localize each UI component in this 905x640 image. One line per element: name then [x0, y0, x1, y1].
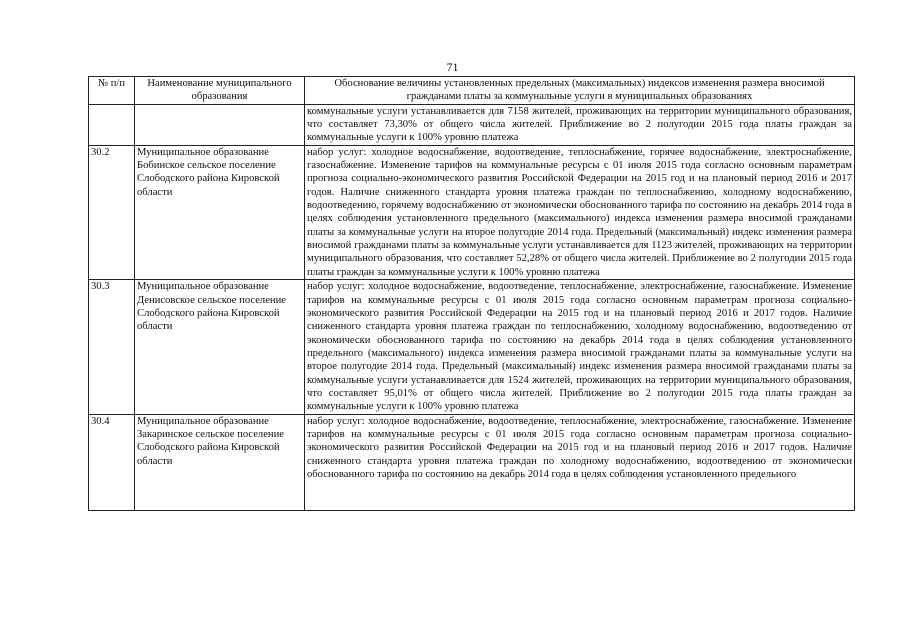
row-justification	[305, 414, 855, 510]
table-row	[89, 280, 855, 414]
header-number: № п/п	[89, 77, 135, 105]
row-number	[89, 104, 135, 145]
row-municipality	[135, 104, 305, 145]
table-row	[89, 145, 855, 279]
table-row	[89, 414, 855, 510]
page-number: 71	[446, 60, 459, 74]
row-justification-text: набор услуг: холодное водоснабжение, водоотведение, теплоснабжение, электроснабжение, газоснабжение. Изменение тарифов на коммунальные ресурсы с 01 июля 2015 года согласно основным параметрам прогноза социально-экономического развития Российской Федерации на 2015 год и на плановый период 2016 и 2017 годов. Наличие сниженного стандарта уровня платежа граждан по холодному водоснабжению, водоотведению от экономически обоснованного тарифа по состоянию на декабрь 2014 года в целях соблюдения установленного предельного	[307, 415, 852, 480]
row-municipality: Муниципальное образование Бобинское сельское поселение Слободского района Кировской области	[135, 145, 305, 279]
row-municipality: Муниципальное образование Закаринское сельское поселение Слободского района Кировской области	[135, 414, 305, 510]
header-justification: Обоснование величины установленных предельных (максимальных) индексов изменения размера вносимой гражданами платы за коммунальные услуги в муниципальных образованиях	[305, 77, 855, 105]
row-justification: набор услуг: холодное водоснабжение, водоотведение, теплоснабжение, электроснабжение, газоснабжение. Изменение тарифов на коммунальные ресурсы с 01 июля 2015 года согласно основным параметрам прогноза социально-экономического развития Российской Федерации на 2015 год и на плановый период 2016 и 2017 годов. Наличие сниженного стандарта уровня платежа граждан по теплоснабжению, холодному водоснабжению, водоотведению от экономически обоснованного тарифа по состоянию на декабрь 2014 года в целях соблюдения установленного предельного (максимального) индекса изменения размера вносимой гражданами платы за коммунальные услуги на второе полугодие 2014 года. Предельный (максимальный) индекс изменения размера вносимой гражданами платы за коммунальные услуги устанавливается для 1524 жителей, проживающих на территории муниципального образования, что составляет 95,01% от общего числа жителей. Приближение во 2 полугодии 2015 года платы граждан за коммунальные услуги к 100% уровню платежа	[305, 280, 855, 414]
row-number: 30.4	[89, 414, 135, 510]
row-municipality: Муниципальное образование Денисовское сельское поселение Слободского района Кировской области	[135, 280, 305, 414]
justification-table	[88, 76, 855, 511]
row-justification: коммунальные услуги устанавливается для 7158 жителей, проживающих на территории муниципального образования, что составляет 73,30% от общего числа жителей. Приближение во 2 полугодии 2015 года платы граждан за коммунальные услуги к 100% уровню платежа	[305, 104, 855, 145]
row-number: 30.2	[89, 145, 135, 279]
row-number: 30.3	[89, 280, 135, 414]
row-justification: набор услуг: холодное водоснабжение, водоотведение, теплоснабжение, горячее водоснабжение, электроснабжение, газоснабжение. Изменение тарифов на коммунальные ресурсы с 01 июля 2015 года согласно основным параметрам прогноза социально-экономического развития Российской Федерации на 2015 год и на плановый период 2016 и 2017 годов. Наличие сниженного стандарта уровня платежа граждан по теплоснабжению, холодному водоснабжению, водоотведению, горячему водоснабжению от экономически обоснованного тарифа по состоянию на декабрь 2014 года в целях соблюдения установленного предельного (максимального) индекса изменения размера вносимой гражданами платы за коммунальные услуги на второе полугодие 2014 года. Предельный (максимальный) индекс изменения размера вносимой гражданами платы за коммунальные услуги устанавливается для 1123 жителей, проживающих на территории муниципального образования, что составляет 52,28% от общего числа жителей. Приближение во 2 полугодии 2015 года платы граждан за коммунальные услуги к 100% уровню платежа	[305, 145, 855, 279]
table-row	[89, 104, 855, 145]
header-municipality: Наименование муниципального образования	[135, 77, 305, 105]
table-header-row	[89, 77, 855, 105]
